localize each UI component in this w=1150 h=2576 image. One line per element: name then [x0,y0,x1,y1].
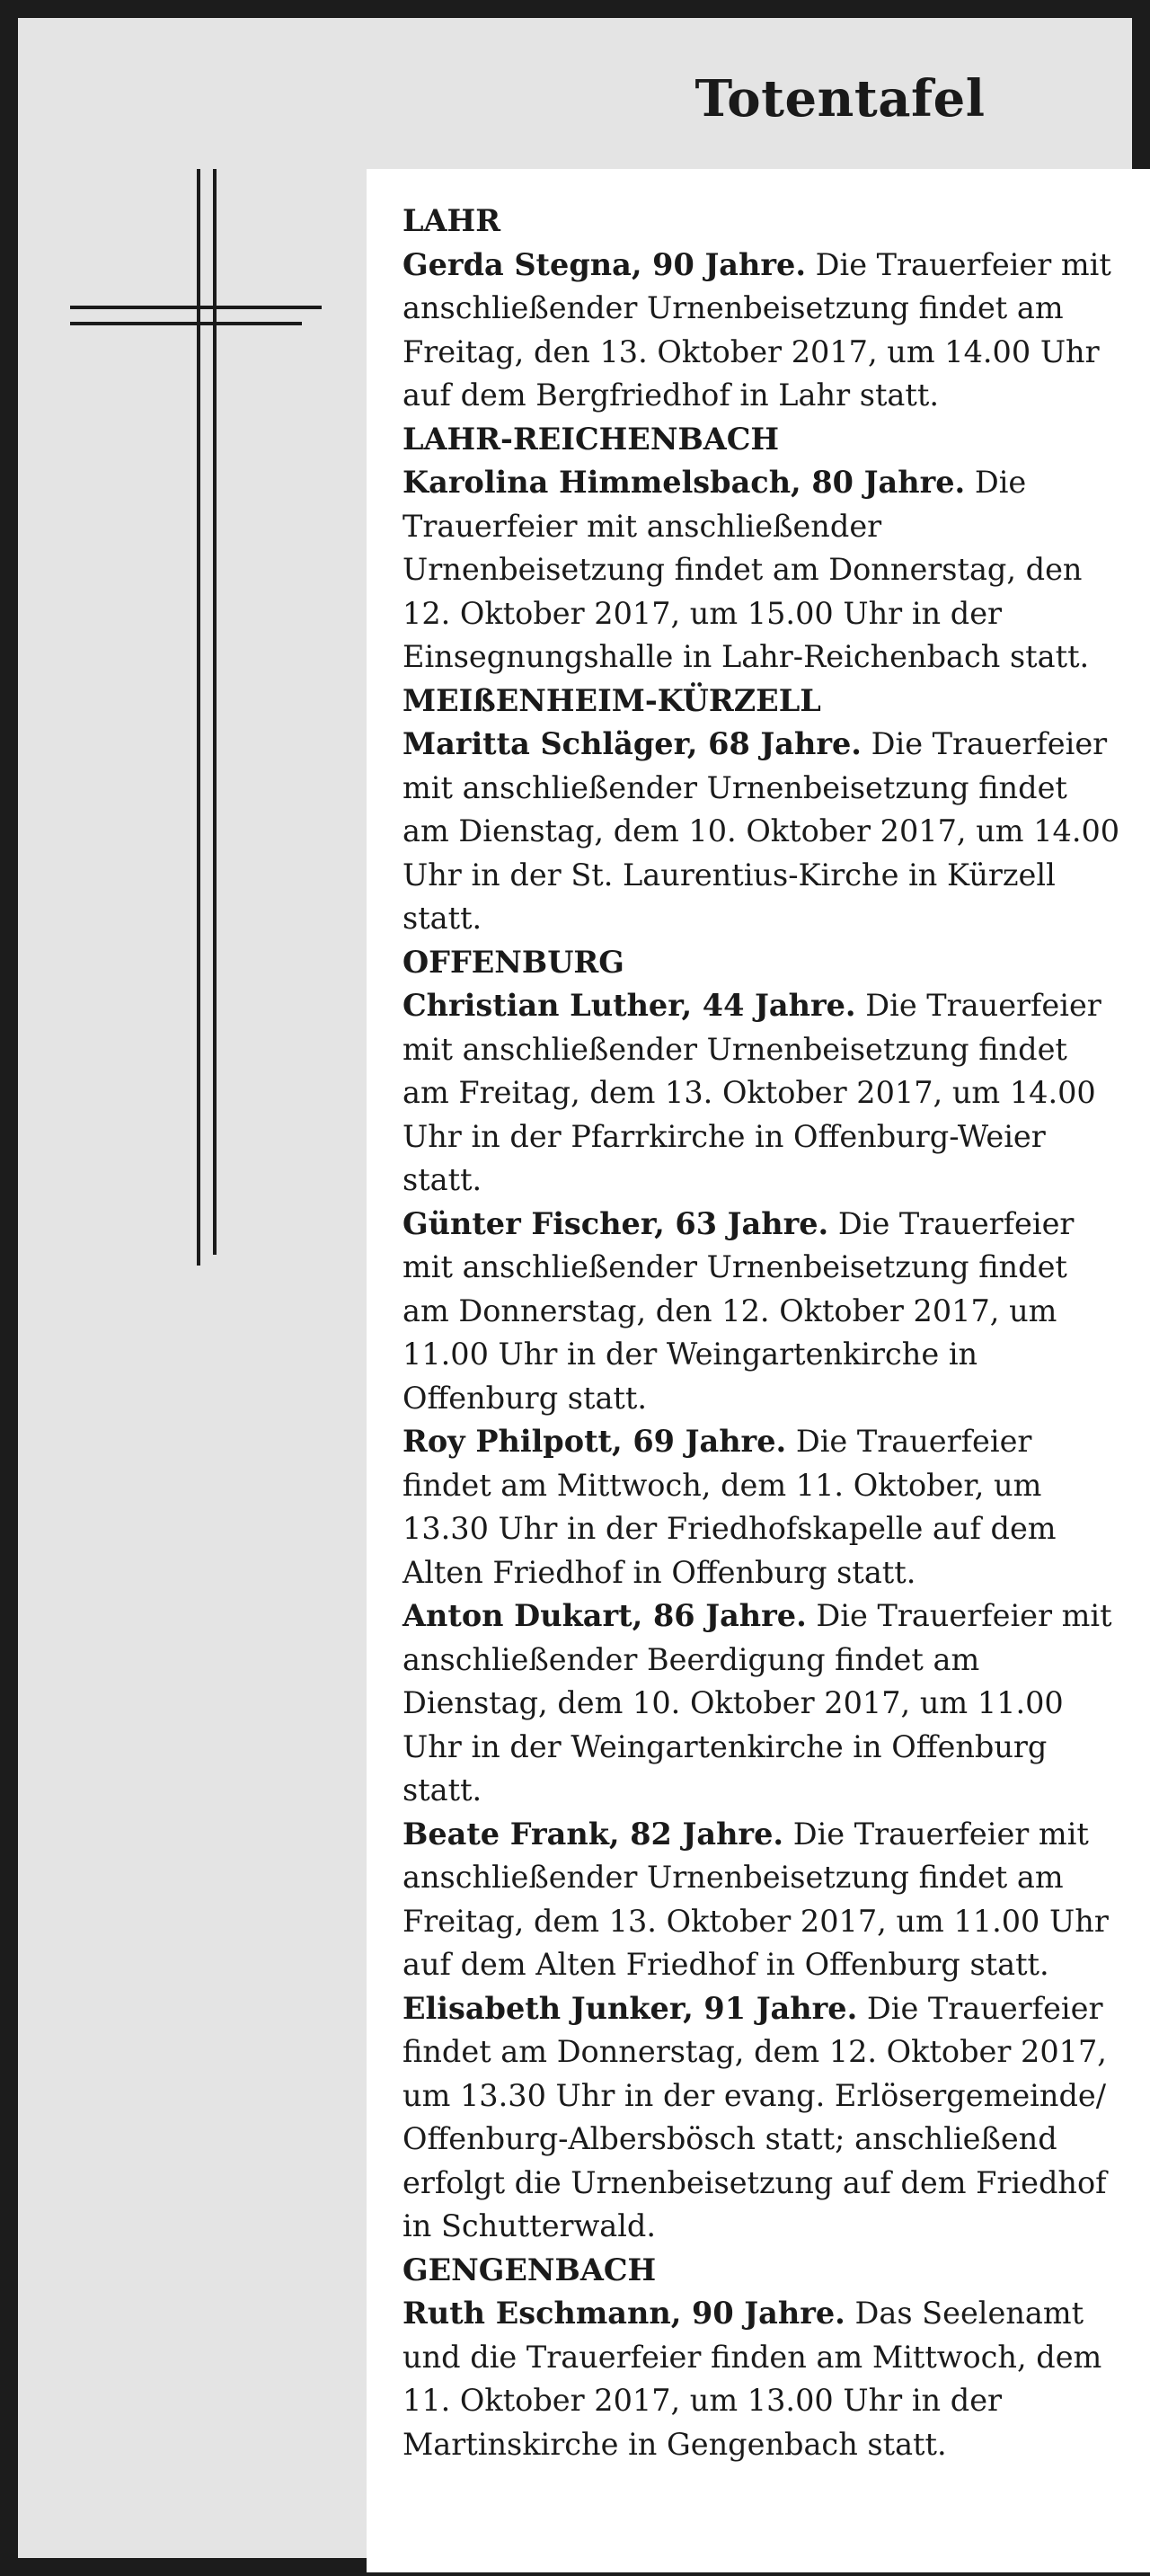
obituary-entry [402,1813,1123,1987]
place-heading: GENGENBACH [402,2252,657,2287]
service-details: Die Trauerfeier findet am Donnerstag, dem 12. Oktober 2017, um 13.30 Uhr in der evang. Erlösergemeinde/ Offenburg-Albersbösch statt; anschließend erfolgt die Urnenbeisetzung auf dem Friedhof in Schutterwald. [402,1990,1107,2243]
service-details: Die Trauerfeier mit anschließender Beerdigung findet am Dienstag, dem 10. Oktober 2017, um 11.00 Uhr in der Weingartenkirche in Offenburg statt. [402,1598,1112,1808]
obituary-entry [402,461,1123,680]
obituary-entry [402,1203,1123,1421]
place-heading: LAHR [402,203,501,238]
service-details: Die Trauerfeier findet am Mittwoch, dem 11. Oktober, um 13.30 Uhr in der Friedhofskapelle auf dem Alten Friedhof in Offenburg statt. [402,1424,1057,1590]
deceased-name: Roy Philpott, 69 Jahre. [402,1424,787,1459]
deceased-name: Beate Frank, 82 Jahre. [402,1816,784,1852]
service-details: Das Seelenamt und die Trauerfeier finden am Mittwoch, dem 11. Oktober 2017, um 13.00 Uhr in der Martinskirche in Gengenbach statt. [402,2296,1102,2462]
cross-horizontal-line-top [70,306,322,309]
deceased-name: Elisabeth Junker, 91 Jahre. [402,1990,858,2026]
place-heading: MEIßENHEIM-KÜRZELL [402,682,821,718]
cross-icon [70,169,322,1266]
obituary-entry [402,723,1123,941]
service-details: Die Trauerfeier mit anschließender Urnenbeisetzung findet am Donnerstag, den 12. Oktober 2017, um 15.00 Uhr in der Einsegnungshalle in Lahr-Reichenbach statt. [402,465,1090,674]
obituary-entry [402,244,1123,418]
obituary-entry [402,1420,1123,1594]
deceased-name: Gerda Stegna, 90 Jahre. [402,246,806,282]
obituary-entry [402,1594,1123,1813]
obituary-entry [402,984,1123,1203]
place-heading: OFFENBURG [402,944,624,980]
service-details: Die Trauerfeier mit anschließender Urnenbeisetzung findet am Dienstag, dem 10. Oktober 2017, um 14.00 Uhr in der St. Laurentius-Kirche in Kürzell statt. [402,726,1120,936]
service-details: Die Trauerfeier mit anschließender Urnenbeisetzung findet am Freitag, den 13. Oktober 2017, um 14.00 Uhr auf dem Bergfriedhof in Lahr statt. [402,246,1111,413]
deceased-name: Karolina Himmelsbach, 80 Jahre. [402,465,966,500]
cross-vertical-line-right [213,169,217,1255]
deceased-name: Anton Dukart, 86 Jahre. [402,1598,807,1633]
cross-vertical-line-left [197,169,200,1266]
service-details: Die Trauerfeier mit anschließender Urnenbeisetzung findet am Freitag, dem 13. Oktober 2017, um 11.00 Uhr auf dem Alten Friedhof in Offenburg statt. [402,1816,1109,1982]
deceased-name: Ruth Eschmann, 90 Jahre. [402,2296,845,2331]
header [557,54,1123,144]
place-heading: LAHR-REICHENBACH [402,421,780,457]
obituary-entry [402,2292,1123,2466]
deceased-name: Günter Fischer, 63 Jahre. [402,1205,829,1241]
obituary-entry [402,1987,1123,2249]
obituary-list [367,169,1150,2572]
service-details: Die Trauerfeier mit anschließender Urnenbeisetzung findet am Freitag, dem 13. Oktober 2017, um 14.00 Uhr in der Pfarrkirche in Offenburg-Weier statt. [402,988,1101,1197]
cross-horizontal-line-bottom [70,322,302,325]
service-details: Die Trauerfeier mit anschließender Urnenbeisetzung findet am Donnerstag, den 12. Oktober 2017, um 11.00 Uhr in der Weingartenkirche in Offenburg statt. [402,1205,1075,1416]
page-title: Totentafel [694,69,986,129]
deceased-name: Maritta Schläger, 68 Jahre. [402,726,862,761]
deceased-name: Christian Luther, 44 Jahre. [402,988,856,1023]
